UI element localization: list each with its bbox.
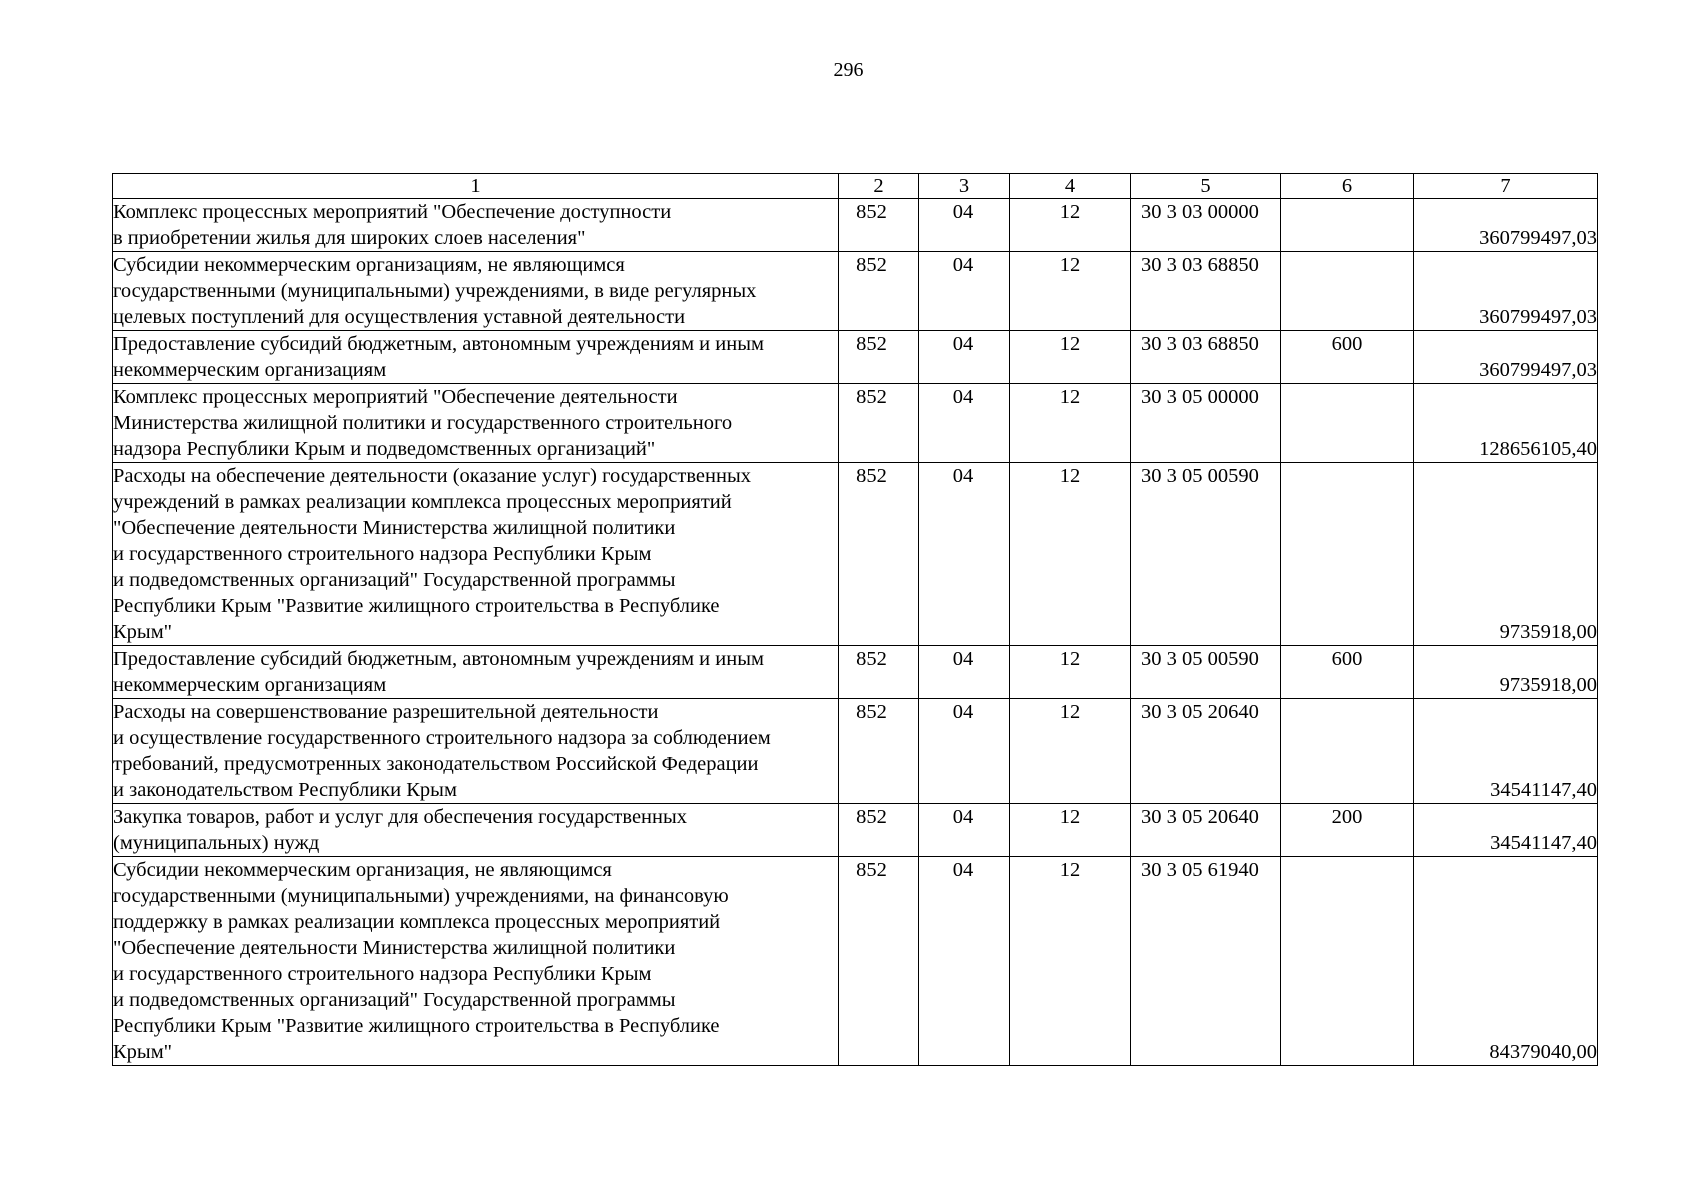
row-expense-type-code — [1281, 384, 1414, 463]
row-amount: 9735918,00 — [1414, 463, 1598, 646]
table-row — [113, 384, 1598, 463]
row-section-code: 04 — [919, 463, 1010, 646]
row-amount: 34541147,40 — [1414, 804, 1598, 857]
row-subsection-code: 12 — [1010, 699, 1131, 804]
row-amount: 34541147,40 — [1414, 699, 1598, 804]
row-section-code: 04 — [919, 199, 1010, 252]
row-amount: 360799497,03 — [1414, 199, 1598, 252]
table-row — [113, 331, 1598, 384]
table-row — [113, 463, 1598, 646]
table-header-row — [113, 174, 1598, 199]
row-subsection-code: 12 — [1010, 857, 1131, 1066]
row-ved-code: 852 — [839, 463, 919, 646]
row-section-code: 04 — [919, 331, 1010, 384]
table-row — [113, 646, 1598, 699]
row-name-cell: Субсидии некоммерческим организация, не являющимся государственными (муниципальными) учреждениями, на финансовую поддержку в рамках реализации комплекса процессных мероприятий "Обеспечение деятельности Министерства жилищной политики и государственного строительного надзора Республики Крым и подведомственных организаций" Государственной программы Республики Крым "Развитие жилищного строительства в Республике Крым" — [113, 857, 839, 1066]
header-cell-col-6: 6 — [1281, 174, 1414, 199]
row-subsection-code: 12 — [1010, 199, 1131, 252]
row-expense-type-code — [1281, 252, 1414, 331]
row-section-code: 04 — [919, 699, 1010, 804]
budget-table — [112, 173, 1598, 1066]
row-name-cell: Комплекс процессных мероприятий "Обеспечение доступности в приобретении жилья для широких слоев населения" — [113, 199, 839, 252]
table-row — [113, 252, 1598, 331]
row-ved-code: 852 — [839, 699, 919, 804]
row-expense-type-code: 600 — [1281, 331, 1414, 384]
row-ved-code: 852 — [839, 804, 919, 857]
row-ved-code: 852 — [839, 199, 919, 252]
row-section-code: 04 — [919, 857, 1010, 1066]
row-amount: 84379040,00 — [1414, 857, 1598, 1066]
table-row — [113, 804, 1598, 857]
row-target-code: 30 3 03 68850 — [1131, 331, 1281, 384]
row-name-cell: Предоставление субсидий бюджетным, автономным учреждениям и иным некоммерческим организациям — [113, 331, 839, 384]
row-ved-code: 852 — [839, 331, 919, 384]
page-number: 296 — [833, 59, 864, 81]
row-amount: 128656105,40 — [1414, 384, 1598, 463]
row-ved-code: 852 — [839, 646, 919, 699]
row-name-cell: Закупка товаров, работ и услуг для обеспечения государственных (муниципальных) нужд — [113, 804, 839, 857]
row-name-cell: Субсидии некоммерческим организациям, не являющимся государственными (муниципальными) учреждениями, в виде регулярных целевых поступлений для осуществления уставной деятельности — [113, 252, 839, 331]
header-cell-col-7: 7 — [1414, 174, 1598, 199]
row-ved-code: 852 — [839, 384, 919, 463]
row-expense-type-code — [1281, 463, 1414, 646]
row-target-code: 30 3 05 00590 — [1131, 463, 1281, 646]
row-name-cell: Комплекс процессных мероприятий "Обеспечение деятельности Министерства жилищной политики и государственного строительного надзора Республики Крым и подведомственных организаций" — [113, 384, 839, 463]
table-row — [113, 199, 1598, 252]
header-cell-col-3: 3 — [919, 174, 1010, 199]
row-subsection-code: 12 — [1010, 646, 1131, 699]
row-expense-type-code — [1281, 199, 1414, 252]
row-target-code: 30 3 05 00590 — [1131, 646, 1281, 699]
header-cell-col-1: 1 — [113, 174, 839, 199]
row-subsection-code: 12 — [1010, 804, 1131, 857]
row-subsection-code: 12 — [1010, 384, 1131, 463]
row-name-cell: Расходы на совершенствование разрешительной деятельности и осуществление государственного строительного надзора за соблюдением требований, предусмотренных законодательством Российской Федерации и законодательством Республики Крым — [113, 699, 839, 804]
row-section-code: 04 — [919, 646, 1010, 699]
row-subsection-code: 12 — [1010, 463, 1131, 646]
table-row — [113, 857, 1598, 1066]
row-section-code: 04 — [919, 384, 1010, 463]
row-target-code: 30 3 03 00000 — [1131, 199, 1281, 252]
row-name-cell: Расходы на обеспечение деятельности (оказание услуг) государственных учреждений в рамках реализации комплекса процессных мероприятий "Обеспечение деятельности Министерства жилищной политики и государственного строительного надзора Республики Крым и подведомственных организаций" Государственной программы Республики Крым "Развитие жилищного строительства в Республике Крым" — [113, 463, 839, 646]
row-expense-type-code — [1281, 699, 1414, 804]
row-subsection-code: 12 — [1010, 331, 1131, 384]
row-amount: 360799497,03 — [1414, 331, 1598, 384]
row-ved-code: 852 — [839, 857, 919, 1066]
row-target-code: 30 3 03 68850 — [1131, 252, 1281, 331]
row-subsection-code: 12 — [1010, 252, 1131, 331]
row-target-code: 30 3 05 61940 — [1131, 857, 1281, 1066]
row-expense-type-code: 200 — [1281, 804, 1414, 857]
row-section-code: 04 — [919, 804, 1010, 857]
header-cell-col-2: 2 — [839, 174, 919, 199]
header-cell-col-4: 4 — [1010, 174, 1131, 199]
row-expense-type-code — [1281, 857, 1414, 1066]
row-section-code: 04 — [919, 252, 1010, 331]
row-amount: 9735918,00 — [1414, 646, 1598, 699]
row-target-code: 30 3 05 20640 — [1131, 804, 1281, 857]
table-row — [113, 699, 1598, 804]
row-amount: 360799497,03 — [1414, 252, 1598, 331]
row-expense-type-code: 600 — [1281, 646, 1414, 699]
row-name-cell: Предоставление субсидий бюджетным, автономным учреждениям и иным некоммерческим организациям — [113, 646, 839, 699]
header-cell-col-5: 5 — [1131, 174, 1281, 199]
row-target-code: 30 3 05 00000 — [1131, 384, 1281, 463]
row-ved-code: 852 — [839, 252, 919, 331]
row-target-code: 30 3 05 20640 — [1131, 699, 1281, 804]
